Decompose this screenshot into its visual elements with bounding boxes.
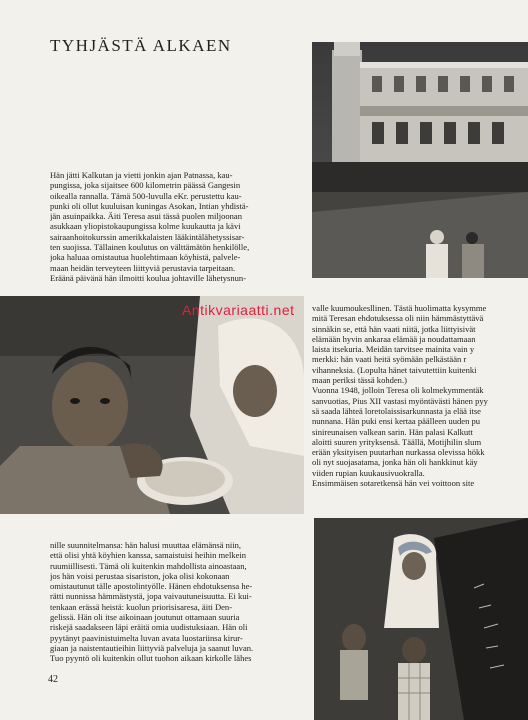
text-line: asukkaan yliopistokaupungissa kolme kuukautta ja kävi — [50, 221, 241, 232]
text-line: ten suojissa. Tällainen koulutus on välttämätön henkilölle, — [50, 242, 250, 253]
text-line: laista itsekuria. Meidän tarvitsee mainita vain y — [312, 344, 475, 355]
text-line: omistautunut tälle apostolintyölle. Hänen ehdotuksensa he- — [50, 581, 253, 592]
text-line: että olisi yhtä köyhien kanssa, samaistuisi heihin melkein — [50, 550, 247, 561]
child-bowl-photo-image — [0, 296, 304, 514]
paragraph-right — [312, 303, 528, 488]
text-line: oikealla rannalla. Tämä 500-luvulla eKr. perustettu kau- — [50, 190, 242, 201]
watermark: Antikvariaatti.net — [182, 302, 295, 318]
paragraph-bottom-left — [50, 540, 305, 664]
text-line: pungissa, joka sijaitsee 600 kilometrin päässä Gangesin — [50, 180, 241, 191]
text-line: valle kuumoukesllinen. Tästä huolimatta kysymme — [312, 303, 487, 313]
text-line: jän asuinpaikka. Äiti Teresa asui tässä puolen miljoonan — [50, 211, 242, 222]
classroom-photo — [314, 518, 528, 720]
text-line: sinireunaisen valkean sarin. Hän palasi Kalkutt — [312, 426, 473, 437]
text-line: sä saada lähteä loretolaissisarkunnasta ja elää itse — [312, 405, 481, 416]
text-line: oli nyt suojasatama, jonka hän oli hankkinut käy — [312, 457, 478, 468]
text-line: maan periksi tässä kohden.) — [312, 375, 407, 386]
text-line: Hän jätti Kalkutan ja vietti jonkin ajan Patnassa, kau- — [50, 170, 233, 180]
building-photo-image — [312, 42, 528, 278]
text-line: rätti nunnissa hämmästystä, jopa vaivautuneisuutta. Ei kui- — [50, 591, 252, 602]
text-line: Tuo pyyntö oli kuitenkin ollut tuohon aikaan kirkolle lähes — [50, 653, 252, 664]
text-line: erään yksityisen puutarhan nurkassa olevissa hökk — [312, 447, 485, 458]
page-title: TYHJÄSTÄ ALKAEN — [50, 36, 232, 55]
text-line: punki oli ollut kuuluisan kuningas Asokan, Intian yhdistä- — [50, 200, 249, 211]
page-number: 42 — [48, 674, 58, 685]
text-line: riskejä saadakseen läpi eräitä omia uudistuksiaan. Hän oli — [50, 622, 248, 633]
text-line: Eräänä päivänä hän ilmoitti koulua johtaville lähetysnun- — [50, 272, 247, 283]
text-line: gelissä. Hän oli itse aikoinaan joutunut ottamaan suuria — [50, 612, 240, 623]
text-line: merkki: hän vaati heitä syömään pelkästään r — [312, 354, 467, 365]
text-line: Ensimmäisen sotaretkensä hän vei voittoon site — [312, 478, 475, 489]
text-line: Vuonna 1948, jolloin Teresa oli kolmekymmentäk — [312, 385, 484, 396]
building-photo — [312, 42, 528, 278]
text-line: maan heidän terveyteen liittyviä perustavia tarpeitaan. — [50, 262, 236, 273]
text-line: sinnäkin se, että hän vaati niitä, jotka liittyisivät — [312, 323, 476, 334]
text-line: vihanneksia. (Lopulta hänet taivutettiin kuitenki — [312, 364, 477, 375]
text-line: nille suunnitelmansa: hän halusi muuttaa elämänsä niin, — [50, 540, 242, 550]
text-line: mitä Teresan ehdotuksessa oli niin hämmästyttävä — [312, 313, 484, 324]
text-line: giaan ja naistentautieihin liittyviä palveluja ja saanut luvan. — [50, 642, 254, 653]
paragraph-top-left — [50, 170, 305, 283]
text-line: sanvuotias, Pius XII vastasi myöntävästi hänen pyy — [312, 395, 488, 406]
classroom-photo-image — [314, 518, 528, 720]
text-line: tenkaan erässä heistä: kuolun priorisisaresa, äiti Den- — [50, 601, 233, 612]
text-line: joka haluaa omistautua huolehtimaan köyhistä, palvele- — [50, 252, 241, 263]
text-line: elämään hyvin ankaraa elämää ja noudattamaan — [312, 333, 476, 344]
text-line: nunnana. Hän puki ensi kertaa päälleen uuden pu — [312, 416, 481, 427]
text-line: pyytänyt paavinistuimelta luvan avata luostariinsa kirur- — [50, 632, 243, 643]
text-line: aloitti suuren yrityksensä. Täällä, Motijhilin slum — [312, 436, 482, 447]
child-bowl-photo — [0, 296, 304, 514]
text-line: viiden rupian kuukausivuokralla. — [312, 467, 425, 478]
text-line: jos hän voisi perustaa sisariston, joka olisi kokonaan — [50, 570, 230, 581]
text-line: ruumiillisesti. Tämä oli kuitenkin mahdollista ainoastaan, — [50, 560, 247, 571]
text-line: sairaanhoitokurssin amerikkalaisten lääkintälähetyssisar- — [50, 231, 245, 242]
